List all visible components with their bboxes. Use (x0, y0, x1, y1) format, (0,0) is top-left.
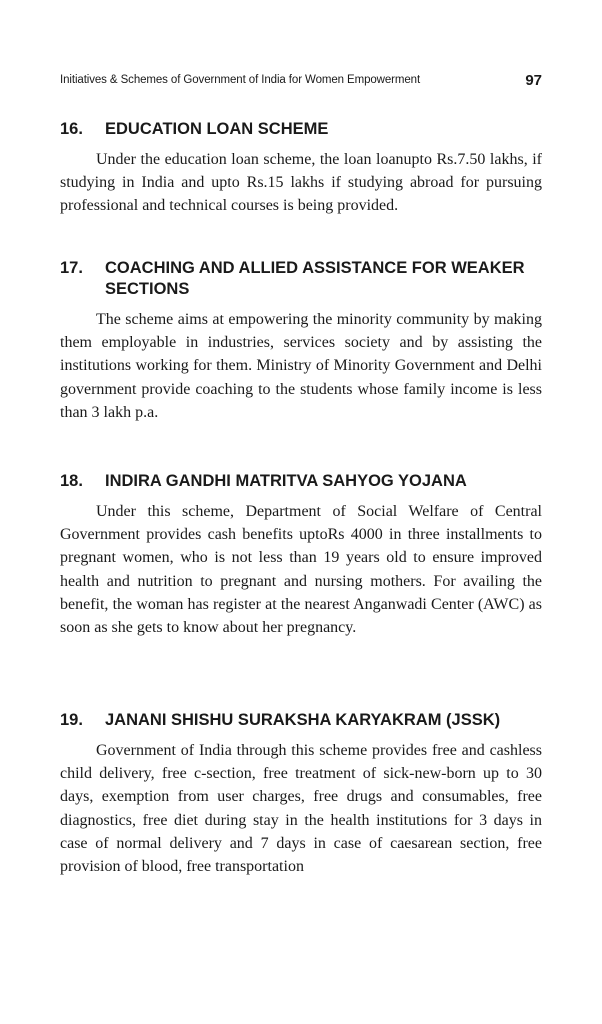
page-number: 97 (525, 72, 542, 89)
section-coaching-assistance (60, 258, 542, 424)
section-title: COACHING AND ALLIED ASSISTANCE FOR WEAKER SECTIONS (105, 259, 525, 298)
section-number: 17. (60, 259, 83, 277)
section-title: INDIRA GANDHI MATRITVA SAHYOG YOJANA (105, 472, 467, 490)
section-title: EDUCATION LOAN SCHEME (105, 120, 329, 138)
running-title: Initiatives & Schemes of Government of India for Women Empowerment (60, 74, 421, 86)
section-heading (60, 471, 542, 492)
section-paragraph: Government of India through this scheme provides free and cashless child delivery, free c-section, free treatment of sick-new-born up to 30 days, exemption from user charges, free drugs and consumables, free diagnostics, free diet during stay in the health institutions for 3 days in case of normal delivery and 7 days in case of caesarean section, free provision of blood, free transportation (60, 742, 542, 876)
section-matritva-sahyog (60, 471, 542, 639)
section-title: JANANI SHISHU SURAKSHA KARYAKRAM (JSSK) (105, 711, 501, 729)
section-number: 18. (60, 472, 83, 490)
section-paragraph: Under the education loan scheme, the loan loanupto Rs.7.50 lakhs, if studying in India and upto Rs.15 lakhs if studying abroad for pursuing professional and technical courses is being provided. (60, 151, 542, 215)
running-header (60, 72, 542, 92)
section-paragraph: The scheme aims at empowering the minority community by making them employable in industries, services society and by assisting the institutions working for them. Ministry of Minority Government and Delhi government provide coaching to the students whose family income is less than 3 lakh p.a. (60, 311, 542, 421)
section-number: 16. (60, 120, 83, 138)
section-heading (60, 119, 542, 140)
section-heading (60, 258, 542, 300)
section-paragraph: Under this scheme, Department of Social Welfare of Central Government provides cash benefits uptoRs 4000 in three installments to pregnant women, who is not less than 19 years old to ensure improved health and nutrition to pregnant and nursing mothers. For availing the benefit, the woman has register at the nearest Anganwadi Center (AWC) as soon as she gets to know about her pregnancy. (60, 503, 542, 637)
section-education-loan (60, 119, 542, 218)
section-heading (60, 710, 542, 731)
section-jssk (60, 710, 542, 878)
section-number: 19. (60, 711, 83, 729)
